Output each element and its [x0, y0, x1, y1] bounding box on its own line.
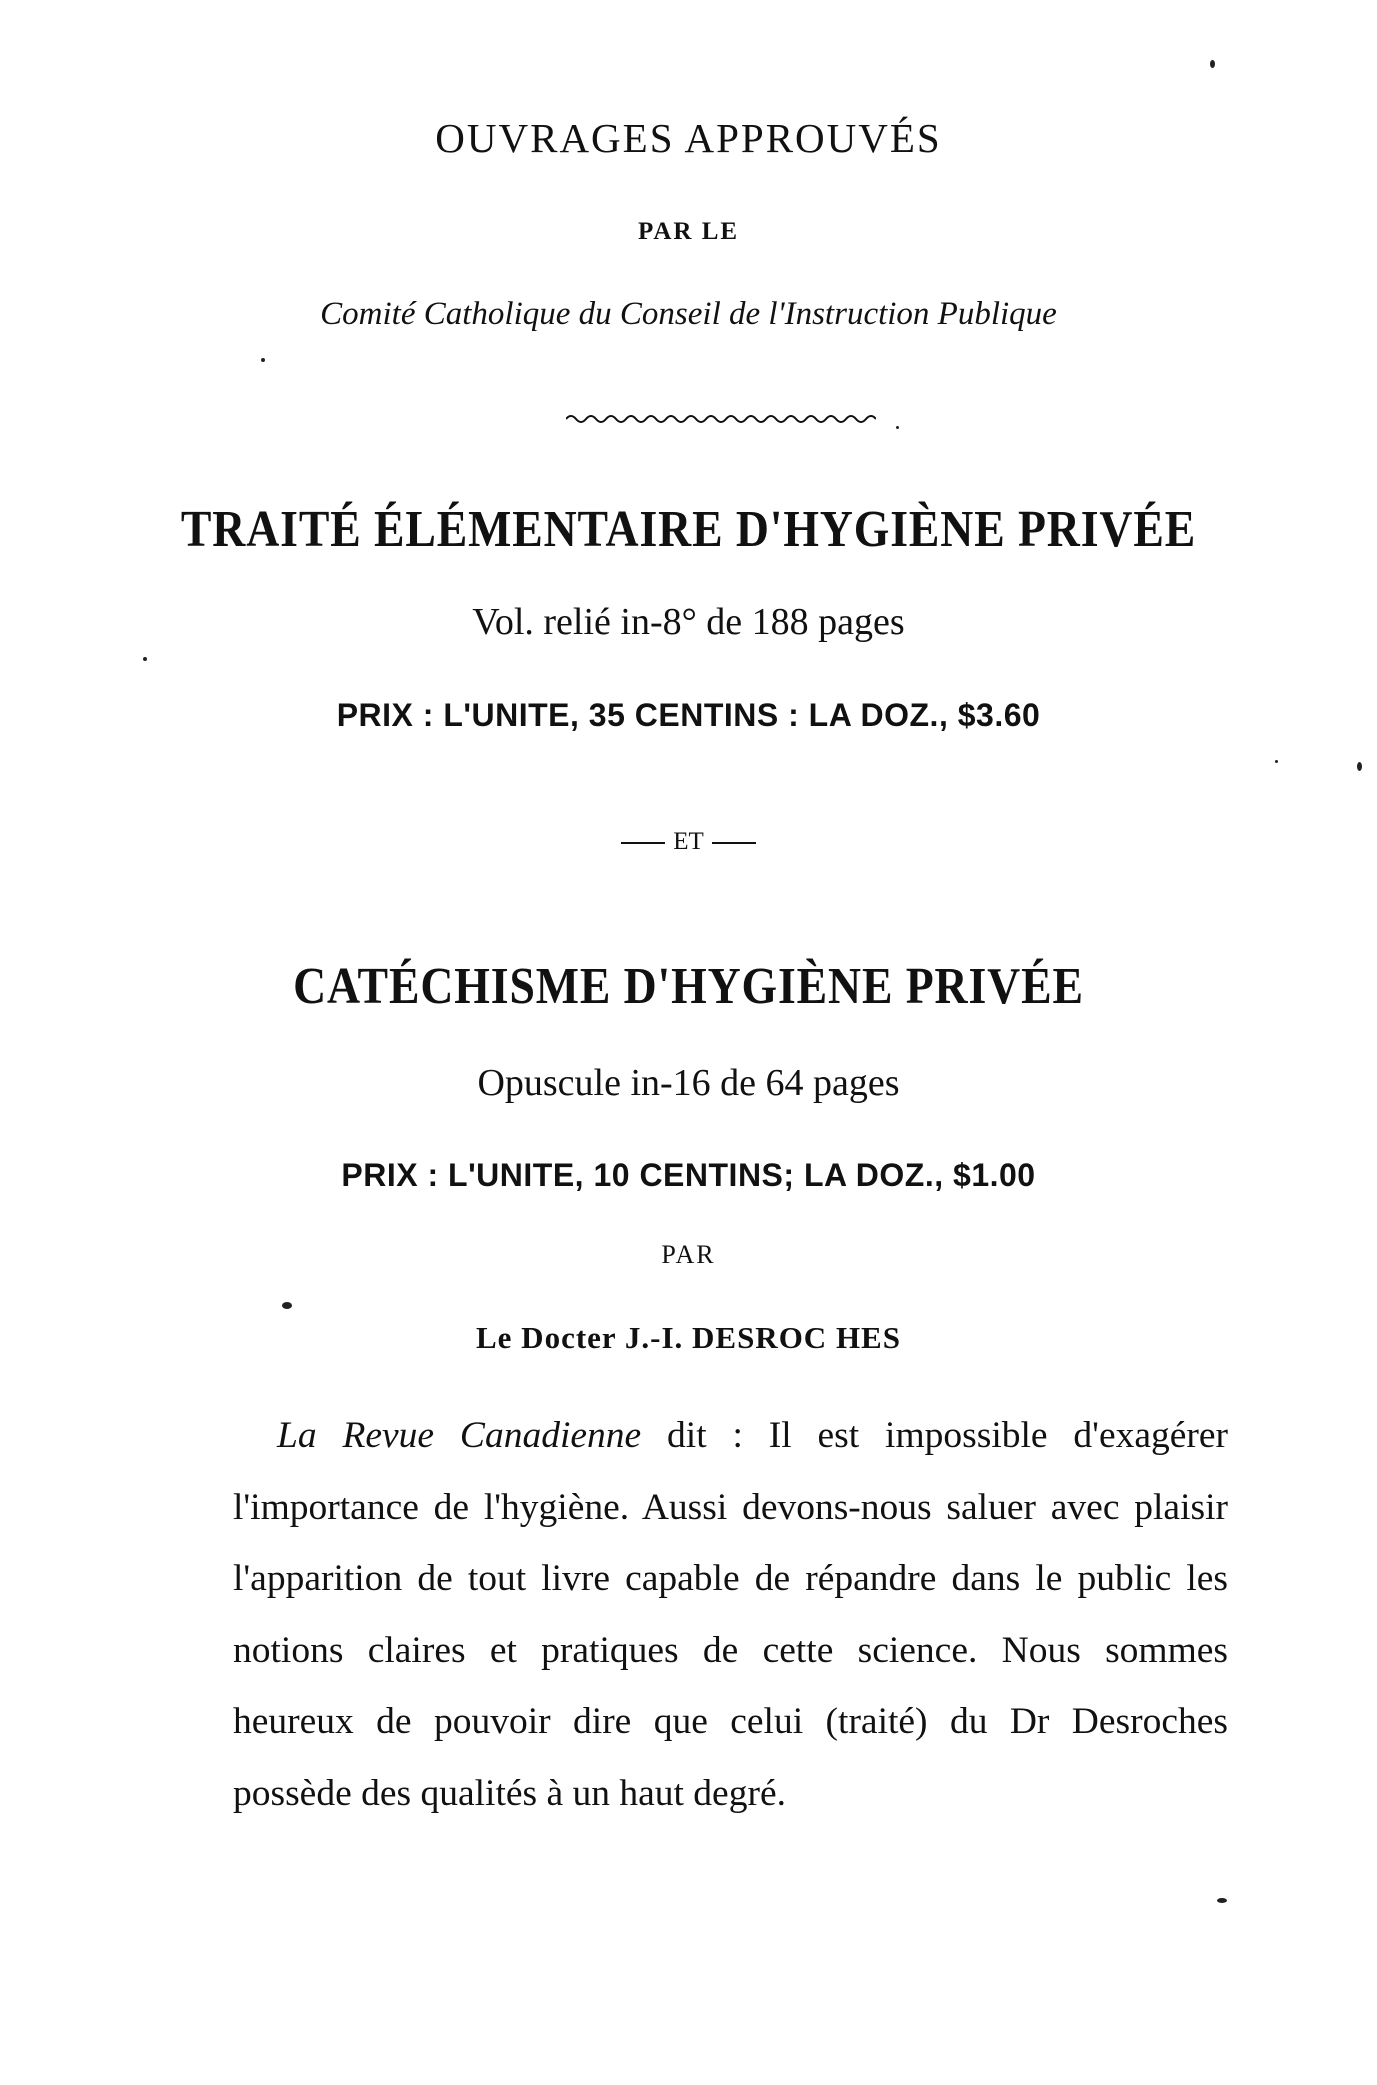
- dash-right: [712, 842, 756, 844]
- review-text: dit : Il est impossible d'exagérer l'importance de l'hygiène. Aussi devons-nous saluer avec plaisir l'apparition de tout livre capable de répandre dans le public les notions claires et pratiques de cette science. Nous sommes heureux de pouvoir dire que celui (traité) du Dr Desroches possède des qualités à un haut degré.: [233, 1415, 1228, 1814]
- print-speck: [1357, 762, 1362, 771]
- review-paragraph: [233, 1400, 1228, 1829]
- heading-subtitle: PAR LE: [637, 218, 740, 245]
- print-speck: [261, 358, 265, 362]
- print-speck: [1210, 60, 1215, 68]
- book-description-catechisme: Opuscule in-16 de 64 pages: [477, 1062, 900, 1104]
- print-speck: [1275, 760, 1278, 763]
- print-speck: [896, 426, 899, 429]
- dash-left: [621, 842, 665, 844]
- print-speck: [1217, 1898, 1227, 1903]
- conjunction-text: ET: [673, 828, 704, 855]
- conjunction: [0, 828, 1377, 856]
- page-heading: OUVRAGES APPROUVÉS: [435, 115, 942, 161]
- review-source: La Revue Canadienne: [277, 1415, 642, 1456]
- book-title-catechisme: CATÉCHISME D'HYGIÈNE PRIVÉE: [293, 958, 1084, 1015]
- by-label: PAR: [661, 1240, 716, 1269]
- book-price-catechisme: PRIX : L'UNITE, 10 CENTINS; LA DOZ., $1.00: [341, 1157, 1036, 1193]
- print-speck: [143, 657, 147, 661]
- wavy-divider: [566, 411, 876, 427]
- book-title-traite: TRAITÉ ÉLÉMENTAIRE D'HYGIÈNE PRIVÉE: [180, 501, 1197, 558]
- author-name: Le Docter J.-I. DESROC HES: [476, 1320, 901, 1355]
- print-speck: [282, 1302, 292, 1309]
- book-price-traite: PRIX : L'UNITE, 35 CENTINS : LA DOZ., $3.60: [336, 697, 1041, 733]
- book-description-traite: Vol. relié in-8° de 188 pages: [472, 601, 905, 643]
- committee-name: Comité Catholique du Conseil de l'Instruction Publique: [320, 296, 1057, 332]
